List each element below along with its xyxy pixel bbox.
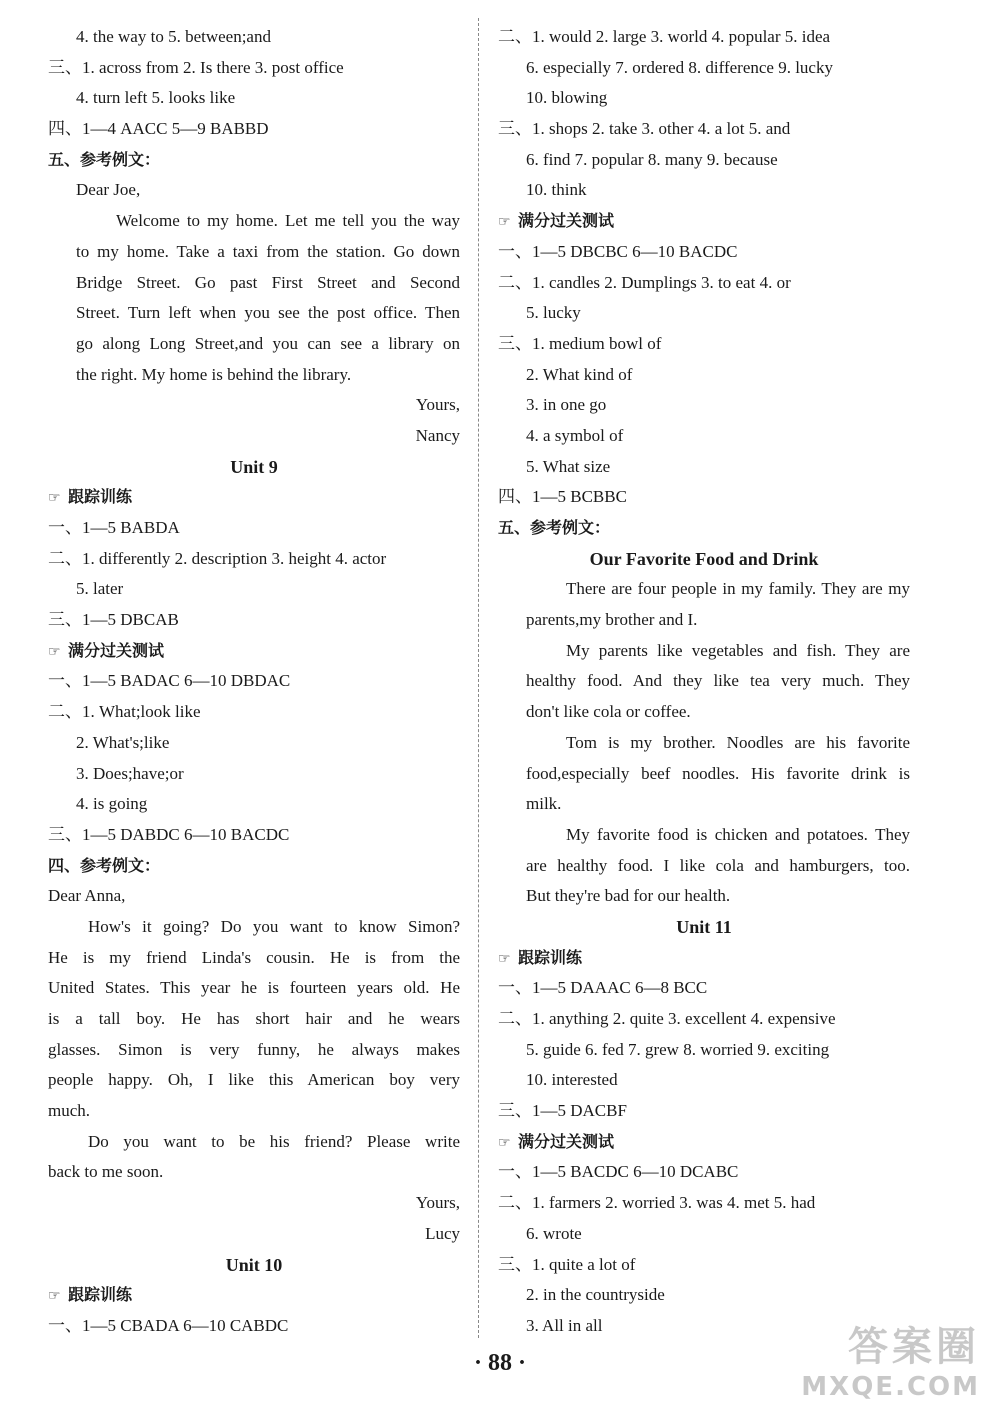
left-column bbox=[48, 22, 460, 1342]
essay-line: Street. Turn left when you see the post office. Then bbox=[76, 303, 460, 323]
essay-line: My parents like vegetables and fish. They are bbox=[566, 640, 910, 660]
essay-line: don't like cola or coffee. bbox=[526, 702, 691, 722]
pointing-hand-icon: ☞ bbox=[498, 214, 511, 231]
essay-line: go along Long Street,and you can see a library on bbox=[76, 333, 460, 353]
answer-line: 一、1—5 BACDC 6—10 DCABC bbox=[498, 1162, 739, 1182]
answer-line: 一、1—5 CBADA 6—10 CABDC bbox=[48, 1315, 289, 1335]
essay-line: United States. This year he is fourteen years old. He bbox=[48, 978, 460, 998]
subsection-label: 满分过关测试 bbox=[518, 211, 615, 231]
answer-line: 二、1. would 2. large 3. world 4. popular 5. idea bbox=[498, 27, 831, 46]
subsection-label: 满分过关测试 bbox=[518, 1131, 615, 1151]
answer-line: 一、1—5 BABDA bbox=[48, 518, 180, 537]
answer-line: 6. find 7. popular 8. many 9. because bbox=[526, 149, 778, 169]
essay-title: Our Favorite Food and Drink bbox=[589, 548, 819, 569]
essay-line: parents,my brother and I. bbox=[526, 610, 698, 630]
answer-line: 二、1. What;look like bbox=[48, 702, 201, 722]
answer-line: 三、1—5 DBCAB bbox=[48, 610, 179, 630]
essay-line: food,especially beef noodles. His favorite drink is bbox=[526, 763, 910, 783]
essay-line: the right. My home is behind the library. bbox=[76, 364, 352, 384]
answer-line: 4. the way to 5. between;and bbox=[76, 27, 271, 46]
letter-signature: Nancy bbox=[415, 425, 460, 445]
essay-line: Welcome to my home. Let me tell you the way bbox=[116, 211, 460, 231]
essay-line: glasses. Simon is very funny, he always makes bbox=[48, 1039, 460, 1059]
pointing-hand-icon: ☞ bbox=[498, 950, 511, 967]
subsection-heading bbox=[498, 206, 910, 237]
subsection-heading bbox=[48, 482, 460, 513]
pointing-hand-icon: ☞ bbox=[48, 490, 61, 507]
essay-line: are healthy food. I like cola and hamburgers, too. bbox=[526, 855, 910, 875]
essay-line: How's it going? Do you want to know Simon? bbox=[88, 916, 460, 936]
answer-line: 4. is going bbox=[76, 794, 148, 814]
unit-heading: Unit 11 bbox=[676, 916, 732, 937]
answer-line: 三、1—5 DABDC 6—10 BACDC bbox=[48, 824, 290, 844]
essay-line: people happy. Oh, I like this American boy very bbox=[48, 1070, 460, 1090]
answer-line: 四、1—5 BCBBC bbox=[498, 487, 627, 507]
letter-salutation: Dear Joe, bbox=[76, 180, 141, 200]
answer-line: 2. What kind of bbox=[526, 364, 633, 384]
essay-line: Do you want to be his friend? Please write bbox=[88, 1131, 460, 1151]
letter-closing: Yours, bbox=[415, 395, 460, 415]
answer-line: 10. think bbox=[526, 180, 587, 200]
watermark bbox=[801, 1315, 980, 1402]
essay-line: back to me soon. bbox=[48, 1162, 164, 1182]
answer-line: 4. turn left 5. looks like bbox=[76, 88, 236, 108]
subsection-label: 满分过关测试 bbox=[68, 640, 165, 660]
unit-heading: Unit 9 bbox=[230, 456, 278, 477]
subsection-heading bbox=[498, 1127, 910, 1158]
essay-line: There are four people in my family. They are my bbox=[566, 579, 910, 599]
essay-line: He is my friend Linda's cousin. He is from the bbox=[48, 947, 460, 967]
essay-line: milk. bbox=[526, 794, 562, 814]
essay-line: Tom is my brother. Noodles are his favorite bbox=[566, 732, 910, 752]
subsection-label: 跟踪训练 bbox=[518, 947, 583, 967]
answer-line: 二、1. anything 2. quite 3. excellent 4. expensive bbox=[498, 1009, 836, 1028]
answer-line: 一、1—5 DBCBC 6—10 BACDC bbox=[498, 241, 738, 261]
section-heading: 四、参考例文： bbox=[48, 855, 161, 875]
pointing-hand-icon: ☞ bbox=[498, 1134, 511, 1151]
subsection-heading bbox=[48, 636, 460, 667]
essay-line: is a tall boy. He has short hair and he wears bbox=[48, 1009, 460, 1028]
subsection-heading bbox=[48, 1280, 460, 1311]
answer-line: 三、1. quite a lot of bbox=[498, 1254, 636, 1274]
answer-line: 二、1. farmers 2. worried 3. was 4. met 5. had bbox=[498, 1193, 816, 1213]
subsection-heading bbox=[498, 943, 910, 974]
answer-line: 6. especially 7. ordered 8. difference 9. lucky bbox=[526, 57, 833, 77]
answer-line: 4. a symbol of bbox=[526, 425, 624, 445]
answer-line: 2. in the countryside bbox=[526, 1285, 665, 1305]
answer-line: 三、1—5 DACBF bbox=[498, 1101, 627, 1121]
pointing-hand-icon: ☞ bbox=[48, 1288, 61, 1305]
answer-line: 5. What size bbox=[526, 456, 611, 476]
answer-line: 2. What's;like bbox=[76, 732, 170, 752]
answer-line: 10. interested bbox=[526, 1070, 618, 1090]
answer-line: 3. All in all bbox=[526, 1315, 603, 1335]
column-divider bbox=[478, 18, 479, 1338]
letter-signature: Lucy bbox=[425, 1223, 460, 1243]
answer-line: 5. later bbox=[76, 579, 124, 599]
answer-line: 5. lucky bbox=[526, 303, 581, 323]
letter-closing: Yours, bbox=[415, 1193, 460, 1213]
answer-line: 5. guide 6. fed 7. grew 8. worried 9. exciting bbox=[526, 1039, 830, 1059]
answer-line: 一、1—5 BADAC 6—10 DBDAC bbox=[48, 671, 291, 691]
answer-line: 二、1. differently 2. description 3. height 4. actor bbox=[48, 548, 387, 568]
answer-line: 10. blowing bbox=[526, 88, 608, 108]
answer-line: 3. Does;have;or bbox=[76, 763, 184, 783]
subsection-label: 跟踪训练 bbox=[68, 487, 133, 507]
subsection-label: 跟踪训练 bbox=[68, 1285, 133, 1305]
pointing-hand-icon: ☞ bbox=[48, 643, 61, 660]
page-number: · 88 · bbox=[473, 1350, 526, 1376]
answer-line: 一、1—5 DAAAC 6—8 BCC bbox=[498, 978, 708, 998]
right-column bbox=[498, 22, 910, 1342]
essay-line: to my home. Take a taxi from the station. Go down bbox=[76, 241, 460, 261]
section-heading: 五、参考例文： bbox=[48, 149, 161, 169]
essay-line: much. bbox=[48, 1101, 91, 1121]
answer-line: 三、1. across from 2. Is there 3. post office bbox=[48, 57, 344, 77]
essay-line: But they're bad for our health. bbox=[526, 886, 731, 906]
answer-line: 二、1. candles 2. Dumplings 3. to eat 4. or bbox=[498, 272, 791, 292]
essay-line: My favorite food is chicken and potatoes. They bbox=[566, 824, 910, 844]
answer-line: 三、1. medium bowl of bbox=[498, 333, 662, 353]
section-heading: 五、参考例文： bbox=[498, 518, 611, 537]
answer-line: 三、1. shops 2. take 3. other 4. a lot 5. and bbox=[498, 119, 791, 139]
answer-line: 6. wrote bbox=[526, 1223, 582, 1243]
answer-line: 3. in one go bbox=[526, 395, 607, 415]
essay-line: healthy food. And they like tea very much. They bbox=[526, 671, 910, 691]
watermark-url: MXQE.COM bbox=[801, 1372, 980, 1402]
unit-heading: Unit 10 bbox=[225, 1254, 283, 1275]
watermark-title: 答案圈 bbox=[848, 1324, 980, 1370]
letter-salutation: Dear Anna, bbox=[48, 886, 126, 906]
answer-line: 四、1—4 AACC 5—9 BABBD bbox=[48, 119, 269, 139]
essay-line: Bridge Street. Go past First Street and Second bbox=[76, 272, 460, 292]
